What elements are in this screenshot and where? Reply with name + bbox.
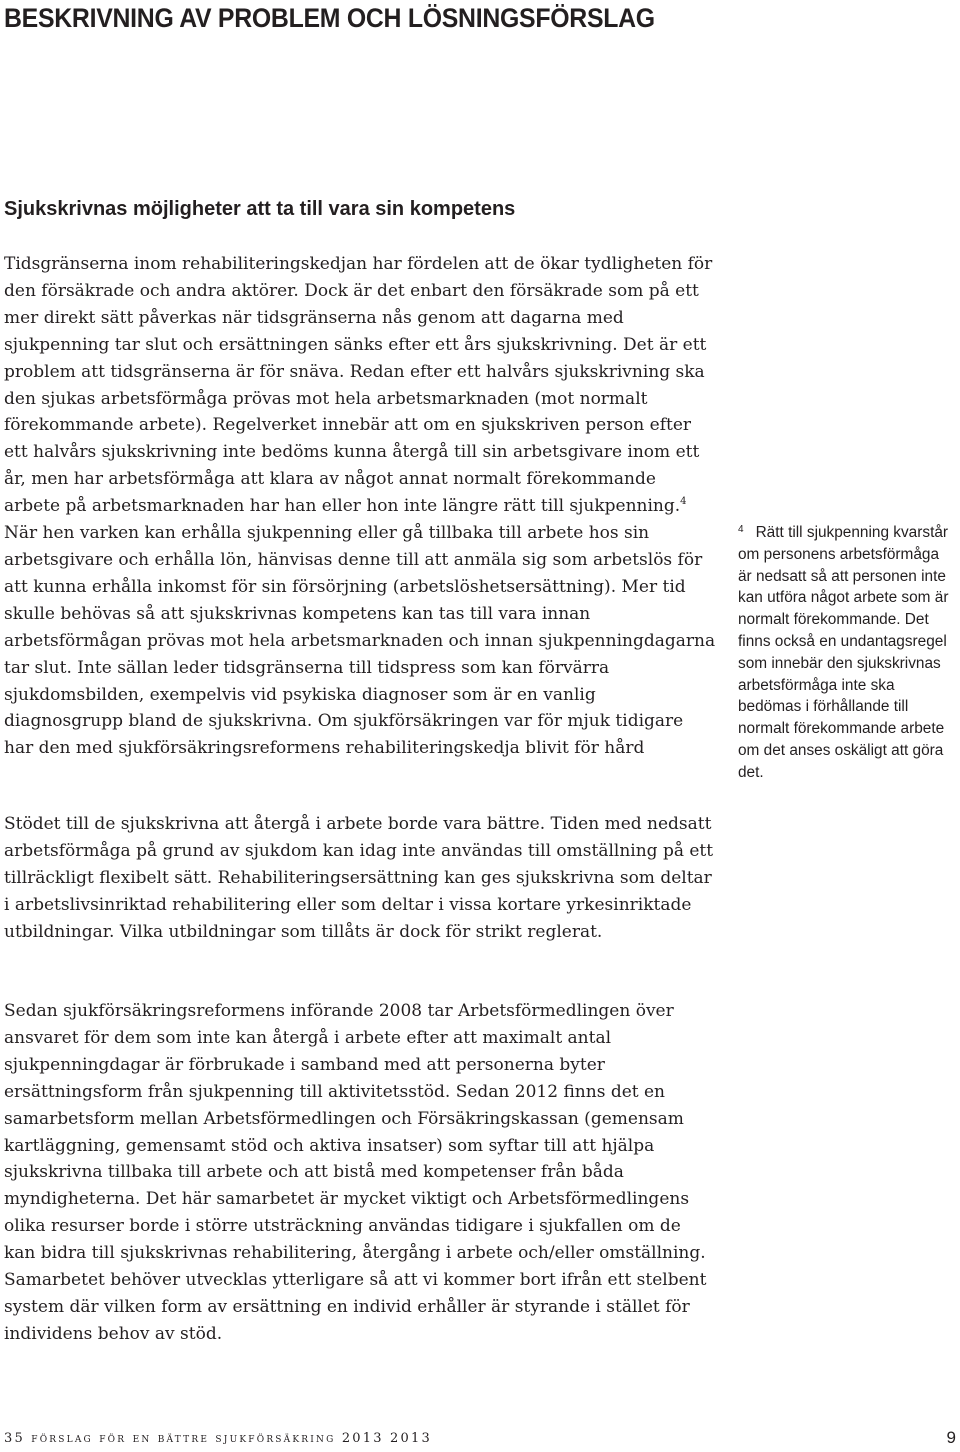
page-number: 9 bbox=[946, 1428, 956, 1447]
footnote-reference: 4 bbox=[680, 496, 687, 508]
paragraph-1-part-b: När hen varken kan erhålla sjukpenning eller gå tillbaka till arbete hos sin arbetsgivare och erhålla lön, hänvisas denne till att anmäla sig som arbetslös för att kunna erhålla inkomst för sin försörjning (arbetslöshetsersättning). Mer tid skulle behövas så att sjukskrivnas kompetens kan tas till vara innan arbetsförmågan prövas mot hela arbetsmarknaden och innan sjukpenningdagarna tar slut. Inte sällan leder tidsgränserna till tidspress som kan förvärra sjukdomsbilden, exempelvis vid psykiska diagnoser som är en vanlig diagnosgrupp bland de sjukskrivna. Om sjukförsäkringen var för mjuk tidigare har den med sjukförsäkringsreformens rehabiliteringskedja blivit för hård bbox=[4, 523, 716, 759]
body-paragraph-1 bbox=[4, 251, 716, 762]
paragraph-1-part-a: Tidsgränserna inom rehabiliteringskedjan har fördelen att de ökar tydligheten för den försäkrade och andra aktörer. Dock är det enbart den försäkrade som på ett mer direkt sätt påverkas när tidsgränserna nås genom att dagarna med sjukpenning tar slut och ersättningen sänks efter ett års sjukskrivning. Det är ett problem att tidsgränserna är för snäva. Redan efter ett halvårs sjukskrivning ska den sjukas arbetsförmåga prövas mot hela arbetsmarknaden (mot normalt förekommande arbete). Regelverket innebär att om en sjukskriven person efter ett halvårs sjukskrivning inte bedöms kunna återgå till sin arbetsgivare inom ett år, men har arbetsförmåga att klara av något annat normalt förekommande arbete på arbetsmarknaden har han eller hon inte längre rätt till sjukpenning. bbox=[4, 254, 713, 517]
paragraph-2-text: Stödet till de sjukskrivna att återgå i arbete borde vara bättre. Tiden med nedsatt arbetsförmåga på grund av sjukdom kan idag inte användas till omställning på ett tillräckligt flexibelt sätt. Rehabiliteringsersättning kan ges sjukskrivna som deltar i arbetslivsinriktad rehabilitering eller som deltar i vissa kortare yrkesinriktade utbildningar. Vilka utbildningar som tillåts är dock för strikt reglerat. bbox=[4, 814, 714, 942]
footnote bbox=[738, 519, 956, 784]
page-header-title: BESKRIVNING AV PROBLEM OCH LÖSNINGSFÖRSLAG bbox=[4, 3, 655, 33]
body-paragraph-2 bbox=[4, 811, 716, 946]
body-paragraph-3 bbox=[4, 998, 716, 1348]
footnote-number: 4 bbox=[738, 524, 744, 535]
paragraph-3-text: Sedan sjukförsäkringsreformens införande 2008 tar Arbetsförmedlingen över ansvaret för dem som inte kan återgå i arbete efter att maximalt antal sjukpenningdagar är förbrukade i samband med att personerna byter ersättningsform från sjukpenning till aktivitetsstöd. Sedan 2012 finns det en samarbetsform mellan Arbetsförmedlingen och Försäkringskassan (gemensam kartläggning, gemensamt stöd och aktiva insatser) som syftar till att hjälpa sjukskrivna tillbaka till arbete och att bistå med kompetenser från båda myndigheterna. Det här samarbetet är mycket viktigt och Arbetsförmedlingens olika resurser borde i större utsträckning användas tidigare i sjukfallen om de kan bidra till sjukskrivnas rehabilitering, återgång i arbete och/eller omställning. Samarbetet behöver utvecklas ytterligare så att vi kommer bort ifrån ett stelbent system där vilken form av ersättning en individ erhåller är styrande i stället för individens behov av stöd. bbox=[4, 1001, 707, 1344]
footnote-text: Rätt till sjukpenning kvarstår om personens arbetsförmåga är nedsatt så att personen inte kan utföra något arbete som är normalt förekommande. Det finns också en undantagsregel som innebär den sjukskrivnas arbetsförmåga inte ska bedömas i förhållande till normalt förekommande arbete om det anses oskäligt att göra det. bbox=[738, 524, 949, 781]
running-footer: 35 förslag för en bättre sjukförsäkring 2013 2013 bbox=[4, 1431, 432, 1446]
paragraph-text bbox=[4, 251, 716, 762]
section-heading: Sjukskrivnas möjligheter att ta till vara sin kompetens bbox=[4, 198, 516, 220]
